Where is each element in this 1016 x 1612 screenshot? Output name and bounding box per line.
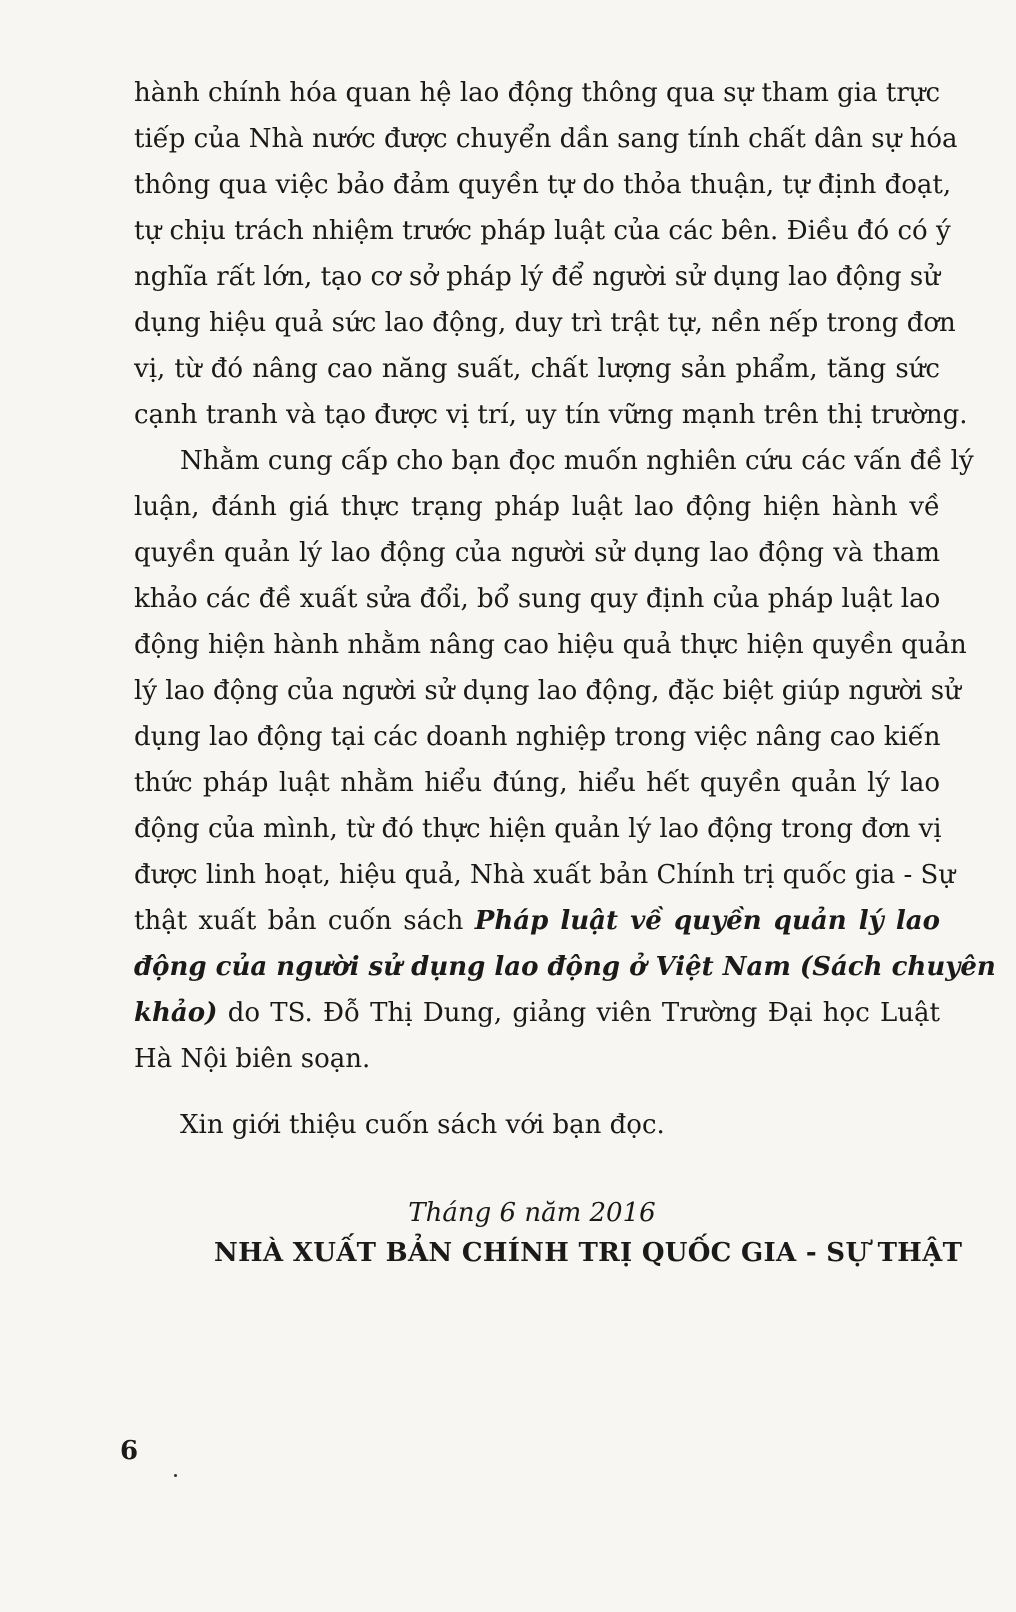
print-speck <box>174 1474 177 1477</box>
text-line: cạnh tranh và tạo được vị trí, uy tín vững mạnh trên thị trường. <box>134 400 968 430</box>
text-line <box>134 990 940 1036</box>
text-line: động hiện hành nhằm nâng cao hiệu quả thực hiện quyền quản <box>134 630 967 660</box>
text-line: hành chính hóa quan hệ lao động thông qua sự tham gia trực <box>134 78 941 108</box>
text-line: thức pháp luật nhằm hiểu đúng, hiểu hết quyền quản lý lao <box>134 768 940 798</box>
text-line: vị, từ đó nâng cao năng suất, chất lượng sản phẩm, tăng sức <box>134 354 940 384</box>
text-line <box>134 898 940 944</box>
text-line: tự chịu trách nhiệm trước pháp luật của các bên. Điều đó có ý <box>134 216 951 246</box>
paragraph-1 <box>134 70 968 438</box>
text-line: lý lao động của người sử dụng lao động, đặc biệt giúp người sử <box>134 676 961 706</box>
text-line: động của mình, từ đó thực hiện quản lý lao động trong đơn vị <box>134 814 942 844</box>
text-line: quyền quản lý lao động của người sử dụng lao động và tham <box>134 538 940 568</box>
text-line <box>134 944 996 990</box>
paragraph-2 <box>134 438 996 1082</box>
text-line: thông qua việc bảo đảm quyền tự do thỏa thuận, tự định đoạt, <box>134 170 952 200</box>
paragraph-3 <box>134 1102 940 1148</box>
text-line: luận, đánh giá thực trạng pháp luật lao động hiện hành về <box>134 492 940 522</box>
text-line: được linh hoạt, hiệu quả, Nhà xuất bản Chính trị quốc gia - Sự <box>134 860 956 890</box>
signature-publisher: NHÀ XUẤT BẢN CHÍNH TRỊ QUỐC GIA - SỰ THẬT <box>214 1238 963 1268</box>
text-line: Hà Nội biên soạn. <box>134 1044 371 1074</box>
book-title-fragment: khảo) <box>134 998 218 1028</box>
text-fragment: thật xuất bản cuốn sách <box>134 906 475 936</box>
signature-date: Tháng 6 năm 2016 <box>408 1198 656 1228</box>
book-title-fragment: động của người sử dụng lao động ở Việt Nam (Sách chuyên <box>134 952 996 982</box>
text-line: tiếp của Nhà nước được chuyển dần sang tính chất dân sự hóa <box>134 124 958 154</box>
book-title-fragment: Pháp luật về quyền quản lý lao <box>474 906 940 936</box>
text-line: nghĩa rất lớn, tạo cơ sở pháp lý để người sử dụng lao động sử <box>134 262 940 292</box>
text-line: khảo các đề xuất sửa đổi, bổ sung quy định của pháp luật lao <box>134 584 941 614</box>
text-line: dụng lao động tại các doanh nghiệp trong việc nâng cao kiến <box>134 722 941 752</box>
page-number: 6 <box>120 1436 139 1466</box>
text-line: Nhằm cung cấp cho bạn đọc muốn nghiên cứu các vấn đề lý <box>180 446 974 476</box>
text-line: Xin giới thiệu cuốn sách với bạn đọc. <box>180 1110 665 1140</box>
text-fragment: do TS. Đỗ Thị Dung, giảng viên Trường Đại học Luật <box>217 998 940 1028</box>
text-line: dụng hiệu quả sức lao động, duy trì trật tự, nền nếp trong đơn <box>134 308 956 338</box>
